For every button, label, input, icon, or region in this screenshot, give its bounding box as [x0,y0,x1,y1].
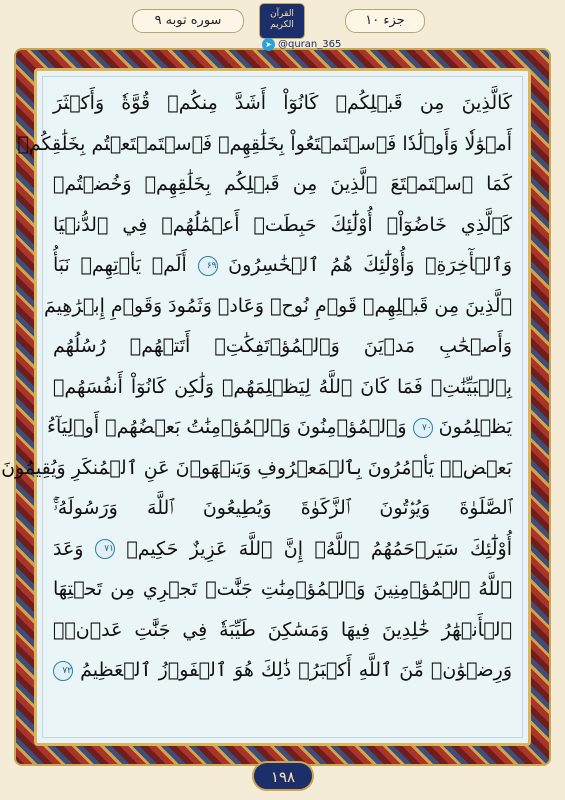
verse-line [53,610,512,650]
ayah-number-marker: ۷۲ [53,661,73,681]
verse-text: ٱلصَّلَوٰةَ وَيُؤۡتُونَ ٱلزَّكَوٰةَ وَيُطِيعُونَ ٱللَّهَ وَرَسُولَهُۥٓۚ [53,497,512,519]
verse-text: أَلَمۡ يَأۡتِهِمۡ نَبَأُ [53,254,187,276]
verse-text: بَعۡضٖۚ يَأۡمُرُونَ بِٱلۡمَعۡرُوفِ وَيَنۡهَوۡنَ عَنِ ٱلۡمُنكَرِ وَيُقِيمُونَ [1,456,512,479]
verse-text: وَٱلۡأٓخِرَةِۖ وَأُوْلَٰٓئِكَ هُمُ ٱلۡخَٰسِرُونَ [228,254,513,276]
verse-text: أَمۡوَٰلٗا وَأَوۡلَٰدٗا فَٱسۡتَمۡتَعُواْ بِخَلَٰقِهِمۡ فَٱسۡتَمۡتَعۡتُم بِخَلَٰقِكُمۡ [17,132,512,155]
logo-text: القرآن الكريم [270,9,294,30]
page-number-badge [252,761,314,791]
verse-text: أُوْلَٰٓئِكَ سَيَرۡحَمُهُمُ ٱللَّهُۗ إِنَّ ٱللَّهَ عَزِيزٌ حَكِيمٞ [126,537,512,560]
verse-line [1,448,512,488]
verse-line [53,326,512,366]
page-header [0,0,565,48]
verse-line [53,488,512,528]
telegram-icon: ➤ [262,38,275,51]
verse-line [53,83,512,123]
verse-text: ٱللَّهُ ٱلۡمُؤۡمِنِينَ وَٱلۡمُؤۡمِنَٰتِ جَنَّٰتٖ تَجۡرِي مِن تَحۡتِهَا [53,578,512,600]
verse-line [17,124,512,164]
verse-line [53,650,512,690]
juz-label: جزء ۱۰ [345,9,425,33]
ayah-number-marker: ۷۰ [413,418,433,438]
ayah-number-marker: ۷۱ [95,539,115,559]
verse-text: كَٱلَّذِي خَاضُوٓاْۚ أُوْلَٰٓئِكَ حَبِطَتۡ أَعۡمَٰلُهُمۡ فِي ٱلدُّنۡيَا [53,213,512,236]
ornamental-frame [1,48,551,766]
verse-text: يَظۡلِمُونَ [438,416,512,438]
verse-text-area [1,76,523,738]
verse-line [53,529,512,569]
page-number: ۱۹۸ [270,768,296,786]
verse-text: كَمَا ٱسۡتَمۡتَعَ ٱلَّذِينَ مِن قَبۡلِكُم بِخَلَٰقِهِمۡ وَخُضۡتُمۡ [53,173,512,195]
verse-text: وَرِضۡوَٰنٞ مِّنَ ٱللَّهِ أَكۡبَرُۚ ذَٰلِكَ هُوَ ٱلۡفَوۡزُ ٱلۡعَظِيمُ [80,659,512,681]
ayah-number-marker: ۶۹ [198,256,218,276]
verse-line [53,164,512,204]
verse-text: وَٱلۡمُؤۡمِنُونَ وَٱلۡمُؤۡمِنَٰتُ بَعۡضُهُمۡ أَوۡلِيَآءُ [47,416,407,438]
channel-handle[interactable] [262,36,341,54]
verse-text: وَأَصۡحَٰبِ مَدۡيَنَ وَٱلۡمُؤۡتَفِكَٰتِۚ أَتَتۡهُمۡ رُسُلُهُم [53,335,512,357]
verse-text: ٱلۡأَنۡهَٰرُ خَٰلِدِينَ فِيهَا وَمَسَٰكِنَ طَيِّبَةٗ فِي جَنَّٰتِ عَدۡنٖۚ [53,618,512,641]
handle-text: @quran_365 [278,39,342,50]
quran-logo [259,3,305,39]
verse-line [53,569,512,609]
verse-line [53,205,512,245]
verse-line [53,245,512,285]
verse-text: بِٱلۡبَيِّنَٰتِۖ فَمَا كَانَ ٱللَّهُ لِيَظۡلِمَهُمۡ وَلَٰكِن كَانُوٓاْ أَنفُسَهُمۡ [53,375,512,398]
verse-line [44,286,512,326]
frame-gold-border [1,68,531,746]
verse-line [53,367,512,407]
verse-text: وَعَدَ [53,537,84,560]
verse-line [47,407,512,447]
verse-text: ٱلَّذِينَ مِن قَبۡلِهِمۡ قَوۡمِ نُوحٖ وَعَادٖ وَثَمُودَ وَقَوۡمِ إِبۡرَٰهِيمَ [44,294,512,317]
surah-label: سوره توبه ۹ [132,9,244,33]
verse-text: كَالَّذِينَ مِن قَبۡلِكُمۡ كَانُوٓاْ أَشَدَّ مِنكُمۡ قُوَّةٗ وَأَكۡثَرَ [53,92,512,114]
